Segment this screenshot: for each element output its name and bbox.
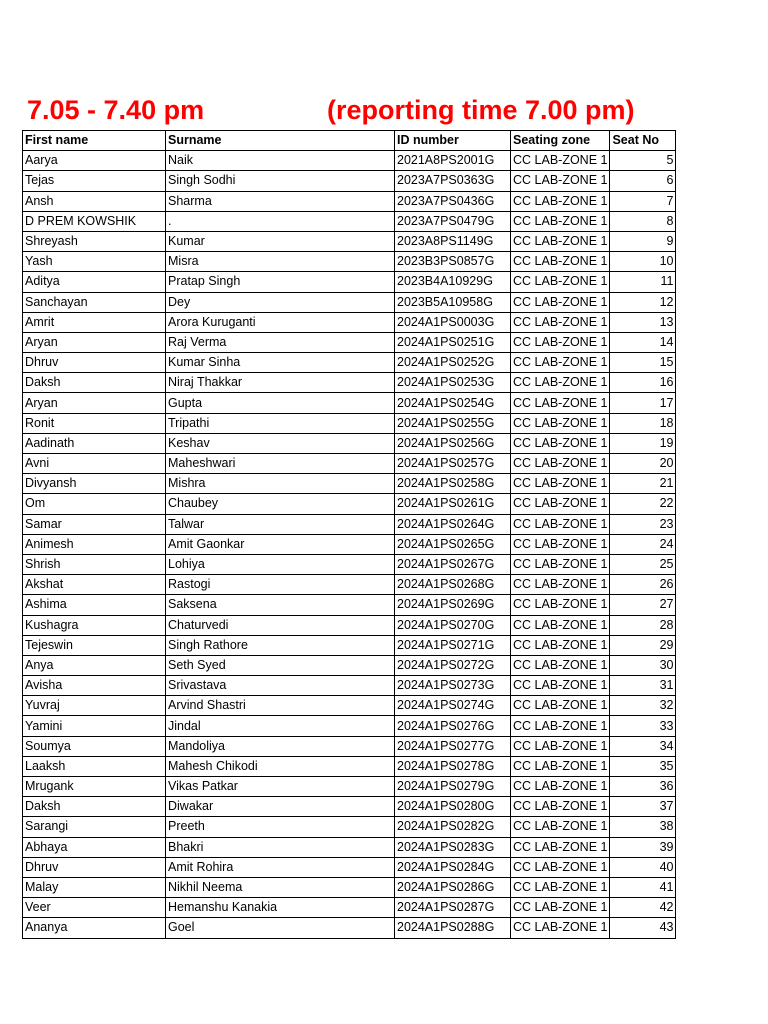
first-name-cell: Yash bbox=[23, 252, 166, 272]
table-row bbox=[23, 332, 676, 352]
first-name-cell: Aryan bbox=[23, 332, 166, 352]
first-name-cell: Laaksh bbox=[23, 756, 166, 776]
seat-no-cell: 10 bbox=[610, 252, 676, 272]
surname-cell: Misra bbox=[166, 252, 395, 272]
seating-zone-cell: CC LAB-ZONE 1 bbox=[511, 433, 610, 453]
id-number-cell: 2024A1PS0253G bbox=[395, 373, 511, 393]
table-row bbox=[23, 211, 676, 231]
table-row bbox=[23, 353, 676, 373]
surname-cell: Chaubey bbox=[166, 494, 395, 514]
id-number-cell: 2024A1PS0252G bbox=[395, 353, 511, 373]
table-row bbox=[23, 191, 676, 211]
seat-no-cell: 41 bbox=[610, 877, 676, 897]
table-header-row bbox=[23, 131, 676, 151]
first-name-cell: Anya bbox=[23, 655, 166, 675]
table-row bbox=[23, 272, 676, 292]
seating-zone-cell: CC LAB-ZONE 1 bbox=[511, 231, 610, 251]
seating-zone-cell: CC LAB-ZONE 1 bbox=[511, 655, 610, 675]
seat-no-cell: 29 bbox=[610, 635, 676, 655]
surname-cell: Lohiya bbox=[166, 554, 395, 574]
seat-no-cell: 34 bbox=[610, 736, 676, 756]
seating-zone-cell: CC LAB-ZONE 1 bbox=[511, 918, 610, 938]
id-number-cell: 2024A1PS0265G bbox=[395, 534, 511, 554]
seat-no-cell: 21 bbox=[610, 474, 676, 494]
first-name-cell: Soumya bbox=[23, 736, 166, 756]
seating-zone-cell: CC LAB-ZONE 1 bbox=[511, 857, 610, 877]
id-number-cell: 2023B4A10929G bbox=[395, 272, 511, 292]
first-name-cell: Ronit bbox=[23, 413, 166, 433]
id-number-cell: 2024A1PS0271G bbox=[395, 635, 511, 655]
surname-cell: Vikas Patkar bbox=[166, 777, 395, 797]
seat-no-cell: 30 bbox=[610, 655, 676, 675]
seat-no-cell: 28 bbox=[610, 615, 676, 635]
table-row bbox=[23, 554, 676, 574]
seat-no-cell: 18 bbox=[610, 413, 676, 433]
surname-cell: Maheshwari bbox=[166, 454, 395, 474]
first-name-cell: Avni bbox=[23, 454, 166, 474]
seating-zone-cell: CC LAB-ZONE 1 bbox=[511, 252, 610, 272]
first-name-cell: Yuvraj bbox=[23, 696, 166, 716]
seating-zone-cell: CC LAB-ZONE 1 bbox=[511, 373, 610, 393]
table-row bbox=[23, 433, 676, 453]
seat-no-cell: 9 bbox=[610, 231, 676, 251]
table-row bbox=[23, 151, 676, 171]
table-row bbox=[23, 736, 676, 756]
id-number-cell: 2024A1PS0276G bbox=[395, 716, 511, 736]
first-name-cell: Daksh bbox=[23, 797, 166, 817]
surname-cell: Keshav bbox=[166, 433, 395, 453]
id-number-cell: 2024A1PS0287G bbox=[395, 898, 511, 918]
table-row bbox=[23, 231, 676, 251]
id-number-cell: 2024A1PS0258G bbox=[395, 474, 511, 494]
surname-cell: Tripathi bbox=[166, 413, 395, 433]
seating-zone-cell: CC LAB-ZONE 1 bbox=[511, 696, 610, 716]
table-row bbox=[23, 655, 676, 675]
seating-zone-cell: CC LAB-ZONE 1 bbox=[511, 756, 610, 776]
table-row bbox=[23, 454, 676, 474]
id-number-cell: 2024A1PS0264G bbox=[395, 514, 511, 534]
first-name-cell: Abhaya bbox=[23, 837, 166, 857]
seating-zone-cell: CC LAB-ZONE 1 bbox=[511, 454, 610, 474]
table-row bbox=[23, 918, 676, 938]
table-row bbox=[23, 252, 676, 272]
column-header-seat-no: Seat No bbox=[610, 131, 676, 151]
seating-zone-cell: CC LAB-ZONE 1 bbox=[511, 837, 610, 857]
seat-no-cell: 31 bbox=[610, 676, 676, 696]
id-number-cell: 2024A1PS0267G bbox=[395, 554, 511, 574]
id-number-cell: 2023B3PS0857G bbox=[395, 252, 511, 272]
surname-cell: . bbox=[166, 211, 395, 231]
seating-zone-cell: CC LAB-ZONE 1 bbox=[511, 211, 610, 231]
seat-no-cell: 6 bbox=[610, 171, 676, 191]
seat-no-cell: 37 bbox=[610, 797, 676, 817]
seat-no-cell: 42 bbox=[610, 898, 676, 918]
column-header-seating-zone: Seating zone bbox=[511, 131, 610, 151]
first-name-cell: Mrugank bbox=[23, 777, 166, 797]
seat-no-cell: 33 bbox=[610, 716, 676, 736]
id-number-cell: 2024A1PS0261G bbox=[395, 494, 511, 514]
id-number-cell: 2023A8PS1149G bbox=[395, 231, 511, 251]
surname-cell: Seth Syed bbox=[166, 655, 395, 675]
surname-cell: Amit Gaonkar bbox=[166, 534, 395, 554]
table-row bbox=[23, 534, 676, 554]
seating-zone-cell: CC LAB-ZONE 1 bbox=[511, 716, 610, 736]
surname-cell: Jindal bbox=[166, 716, 395, 736]
seating-zone-cell: CC LAB-ZONE 1 bbox=[511, 554, 610, 574]
seating-zone-cell: CC LAB-ZONE 1 bbox=[511, 534, 610, 554]
first-name-cell: Aadinath bbox=[23, 433, 166, 453]
column-header-surname: Surname bbox=[166, 131, 395, 151]
seating-table bbox=[22, 130, 676, 939]
first-name-cell: Veer bbox=[23, 898, 166, 918]
time-slot-title: 7.05 - 7.40 pm bbox=[27, 95, 205, 125]
seat-no-cell: 36 bbox=[610, 777, 676, 797]
surname-cell: Raj Verma bbox=[166, 332, 395, 352]
seating-table-body bbox=[23, 151, 676, 938]
table-row bbox=[23, 312, 676, 332]
first-name-cell: Shreyash bbox=[23, 231, 166, 251]
id-number-cell: 2024A1PS0256G bbox=[395, 433, 511, 453]
id-number-cell: 2024A1PS0288G bbox=[395, 918, 511, 938]
id-number-cell: 2024A1PS0003G bbox=[395, 312, 511, 332]
first-name-cell: Aditya bbox=[23, 272, 166, 292]
first-name-cell: Dhruv bbox=[23, 857, 166, 877]
table-row bbox=[23, 373, 676, 393]
seat-no-cell: 39 bbox=[610, 837, 676, 857]
table-row bbox=[23, 898, 676, 918]
seat-no-cell: 24 bbox=[610, 534, 676, 554]
seat-no-cell: 16 bbox=[610, 373, 676, 393]
id-number-cell: 2024A1PS0272G bbox=[395, 655, 511, 675]
id-number-cell: 2023B5A10958G bbox=[395, 292, 511, 312]
table-row bbox=[23, 857, 676, 877]
first-name-cell: Animesh bbox=[23, 534, 166, 554]
id-number-cell: 2024A1PS0251G bbox=[395, 332, 511, 352]
table-row bbox=[23, 696, 676, 716]
seat-no-cell: 25 bbox=[610, 554, 676, 574]
id-number-cell: 2024A1PS0278G bbox=[395, 756, 511, 776]
first-name-cell: Dhruv bbox=[23, 353, 166, 373]
seating-zone-cell: CC LAB-ZONE 1 bbox=[511, 898, 610, 918]
table-row bbox=[23, 474, 676, 494]
surname-cell: Dey bbox=[166, 292, 395, 312]
surname-cell: Pratap Singh bbox=[166, 272, 395, 292]
surname-cell: Amit Rohira bbox=[166, 857, 395, 877]
surname-cell: Rastogi bbox=[166, 575, 395, 595]
column-header-id-number: ID number bbox=[395, 131, 511, 151]
seat-no-cell: 8 bbox=[610, 211, 676, 231]
seat-no-cell: 38 bbox=[610, 817, 676, 837]
table-row bbox=[23, 292, 676, 312]
id-number-cell: 2024A1PS0254G bbox=[395, 393, 511, 413]
first-name-cell: Om bbox=[23, 494, 166, 514]
id-number-cell: 2024A1PS0270G bbox=[395, 615, 511, 635]
seating-zone-cell: CC LAB-ZONE 1 bbox=[511, 736, 610, 756]
seat-no-cell: 22 bbox=[610, 494, 676, 514]
table-row bbox=[23, 676, 676, 696]
table-row bbox=[23, 494, 676, 514]
first-name-cell: Ashima bbox=[23, 595, 166, 615]
surname-cell: Kumar Sinha bbox=[166, 353, 395, 373]
surname-cell: Nikhil Neema bbox=[166, 877, 395, 897]
id-number-cell: 2024A1PS0286G bbox=[395, 877, 511, 897]
id-number-cell: 2024A1PS0274G bbox=[395, 696, 511, 716]
surname-cell: Singh Sodhi bbox=[166, 171, 395, 191]
seating-zone-cell: CC LAB-ZONE 1 bbox=[511, 595, 610, 615]
surname-cell: Preeth bbox=[166, 817, 395, 837]
seat-no-cell: 20 bbox=[610, 454, 676, 474]
schedule-heading bbox=[0, 92, 768, 128]
surname-cell: Naik bbox=[166, 151, 395, 171]
seating-zone-cell: CC LAB-ZONE 1 bbox=[511, 635, 610, 655]
surname-cell: Diwakar bbox=[166, 797, 395, 817]
seating-zone-cell: CC LAB-ZONE 1 bbox=[511, 575, 610, 595]
id-number-cell: 2024A1PS0257G bbox=[395, 454, 511, 474]
first-name-cell: Shrish bbox=[23, 554, 166, 574]
seating-zone-cell: CC LAB-ZONE 1 bbox=[511, 514, 610, 534]
surname-cell: Niraj Thakkar bbox=[166, 373, 395, 393]
surname-cell: Gupta bbox=[166, 393, 395, 413]
id-number-cell: 2024A1PS0282G bbox=[395, 817, 511, 837]
table-row bbox=[23, 393, 676, 413]
id-number-cell: 2023A7PS0363G bbox=[395, 171, 511, 191]
first-name-cell: Avisha bbox=[23, 676, 166, 696]
seat-no-cell: 11 bbox=[610, 272, 676, 292]
id-number-cell: 2024A1PS0284G bbox=[395, 857, 511, 877]
first-name-cell: Amrit bbox=[23, 312, 166, 332]
surname-cell: Arvind Shastri bbox=[166, 696, 395, 716]
table-row bbox=[23, 837, 676, 857]
first-name-cell: Aarya bbox=[23, 151, 166, 171]
first-name-cell: Akshat bbox=[23, 575, 166, 595]
surname-cell: Chaturvedi bbox=[166, 615, 395, 635]
id-number-cell: 2024A1PS0283G bbox=[395, 837, 511, 857]
first-name-cell: D PREM KOWSHIK bbox=[23, 211, 166, 231]
id-number-cell: 2024A1PS0280G bbox=[395, 797, 511, 817]
seat-no-cell: 7 bbox=[610, 191, 676, 211]
seating-zone-cell: CC LAB-ZONE 1 bbox=[511, 615, 610, 635]
first-name-cell: Sanchayan bbox=[23, 292, 166, 312]
id-number-cell: 2023A7PS0436G bbox=[395, 191, 511, 211]
seating-zone-cell: CC LAB-ZONE 1 bbox=[511, 191, 610, 211]
surname-cell: Sharma bbox=[166, 191, 395, 211]
id-number-cell: 2024A1PS0268G bbox=[395, 575, 511, 595]
table-row bbox=[23, 575, 676, 595]
table-row bbox=[23, 413, 676, 433]
surname-cell: Mishra bbox=[166, 474, 395, 494]
seating-zone-cell: CC LAB-ZONE 1 bbox=[511, 353, 610, 373]
surname-cell: Mandoliya bbox=[166, 736, 395, 756]
surname-cell: Singh Rathore bbox=[166, 635, 395, 655]
first-name-cell: Ansh bbox=[23, 191, 166, 211]
id-number-cell: 2023A7PS0479G bbox=[395, 211, 511, 231]
seating-zone-cell: CC LAB-ZONE 1 bbox=[511, 393, 610, 413]
seating-zone-cell: CC LAB-ZONE 1 bbox=[511, 877, 610, 897]
id-number-cell: 2024A1PS0255G bbox=[395, 413, 511, 433]
seating-zone-cell: CC LAB-ZONE 1 bbox=[511, 474, 610, 494]
seat-no-cell: 27 bbox=[610, 595, 676, 615]
seating-zone-cell: CC LAB-ZONE 1 bbox=[511, 272, 610, 292]
reporting-time-note: (reporting time 7.00 pm) bbox=[327, 95, 635, 125]
surname-cell: Goel bbox=[166, 918, 395, 938]
first-name-cell: Sarangi bbox=[23, 817, 166, 837]
seating-zone-cell: CC LAB-ZONE 1 bbox=[511, 312, 610, 332]
seating-zone-cell: CC LAB-ZONE 1 bbox=[511, 494, 610, 514]
seat-no-cell: 12 bbox=[610, 292, 676, 312]
first-name-cell: Kushagra bbox=[23, 615, 166, 635]
seat-no-cell: 23 bbox=[610, 514, 676, 534]
surname-cell: Talwar bbox=[166, 514, 395, 534]
surname-cell: Saksena bbox=[166, 595, 395, 615]
seating-zone-cell: CC LAB-ZONE 1 bbox=[511, 171, 610, 191]
surname-cell: Bhakri bbox=[166, 837, 395, 857]
first-name-cell: Aryan bbox=[23, 393, 166, 413]
id-number-cell: 2024A1PS0269G bbox=[395, 595, 511, 615]
id-number-cell: 2024A1PS0277G bbox=[395, 736, 511, 756]
seating-zone-cell: CC LAB-ZONE 1 bbox=[511, 797, 610, 817]
first-name-cell: Samar bbox=[23, 514, 166, 534]
first-name-cell: Tejas bbox=[23, 171, 166, 191]
table-row bbox=[23, 877, 676, 897]
seating-zone-cell: CC LAB-ZONE 1 bbox=[511, 413, 610, 433]
table-row bbox=[23, 817, 676, 837]
first-name-cell: Tejeswin bbox=[23, 635, 166, 655]
first-name-cell: Ananya bbox=[23, 918, 166, 938]
table-row bbox=[23, 777, 676, 797]
surname-cell: Mahesh Chikodi bbox=[166, 756, 395, 776]
surname-cell: Arora Kuruganti bbox=[166, 312, 395, 332]
id-number-cell: 2024A1PS0279G bbox=[395, 777, 511, 797]
seat-no-cell: 14 bbox=[610, 332, 676, 352]
table-row bbox=[23, 797, 676, 817]
table-row bbox=[23, 716, 676, 736]
table-row bbox=[23, 595, 676, 615]
surname-cell: Srivastava bbox=[166, 676, 395, 696]
first-name-cell: Malay bbox=[23, 877, 166, 897]
seating-zone-cell: CC LAB-ZONE 1 bbox=[511, 676, 610, 696]
seat-no-cell: 5 bbox=[610, 151, 676, 171]
seat-no-cell: 17 bbox=[610, 393, 676, 413]
id-number-cell: 2021A8PS2001G bbox=[395, 151, 511, 171]
seat-no-cell: 40 bbox=[610, 857, 676, 877]
table-row bbox=[23, 514, 676, 534]
first-name-cell: Daksh bbox=[23, 373, 166, 393]
seat-no-cell: 13 bbox=[610, 312, 676, 332]
seat-no-cell: 15 bbox=[610, 353, 676, 373]
seating-zone-cell: CC LAB-ZONE 1 bbox=[511, 151, 610, 171]
surname-cell: Kumar bbox=[166, 231, 395, 251]
seating-zone-cell: CC LAB-ZONE 1 bbox=[511, 332, 610, 352]
column-header-first-name: First name bbox=[23, 131, 166, 151]
first-name-cell: Divyansh bbox=[23, 474, 166, 494]
id-number-cell: 2024A1PS0273G bbox=[395, 676, 511, 696]
table-row bbox=[23, 756, 676, 776]
seat-no-cell: 35 bbox=[610, 756, 676, 776]
surname-cell: Hemanshu Kanakia bbox=[166, 898, 395, 918]
seating-zone-cell: CC LAB-ZONE 1 bbox=[511, 817, 610, 837]
seat-no-cell: 32 bbox=[610, 696, 676, 716]
seat-no-cell: 26 bbox=[610, 575, 676, 595]
table-row bbox=[23, 615, 676, 635]
first-name-cell: Yamini bbox=[23, 716, 166, 736]
seat-no-cell: 43 bbox=[610, 918, 676, 938]
table-row bbox=[23, 171, 676, 191]
seating-zone-cell: CC LAB-ZONE 1 bbox=[511, 292, 610, 312]
seat-no-cell: 19 bbox=[610, 433, 676, 453]
table-row bbox=[23, 635, 676, 655]
seating-zone-cell: CC LAB-ZONE 1 bbox=[511, 777, 610, 797]
